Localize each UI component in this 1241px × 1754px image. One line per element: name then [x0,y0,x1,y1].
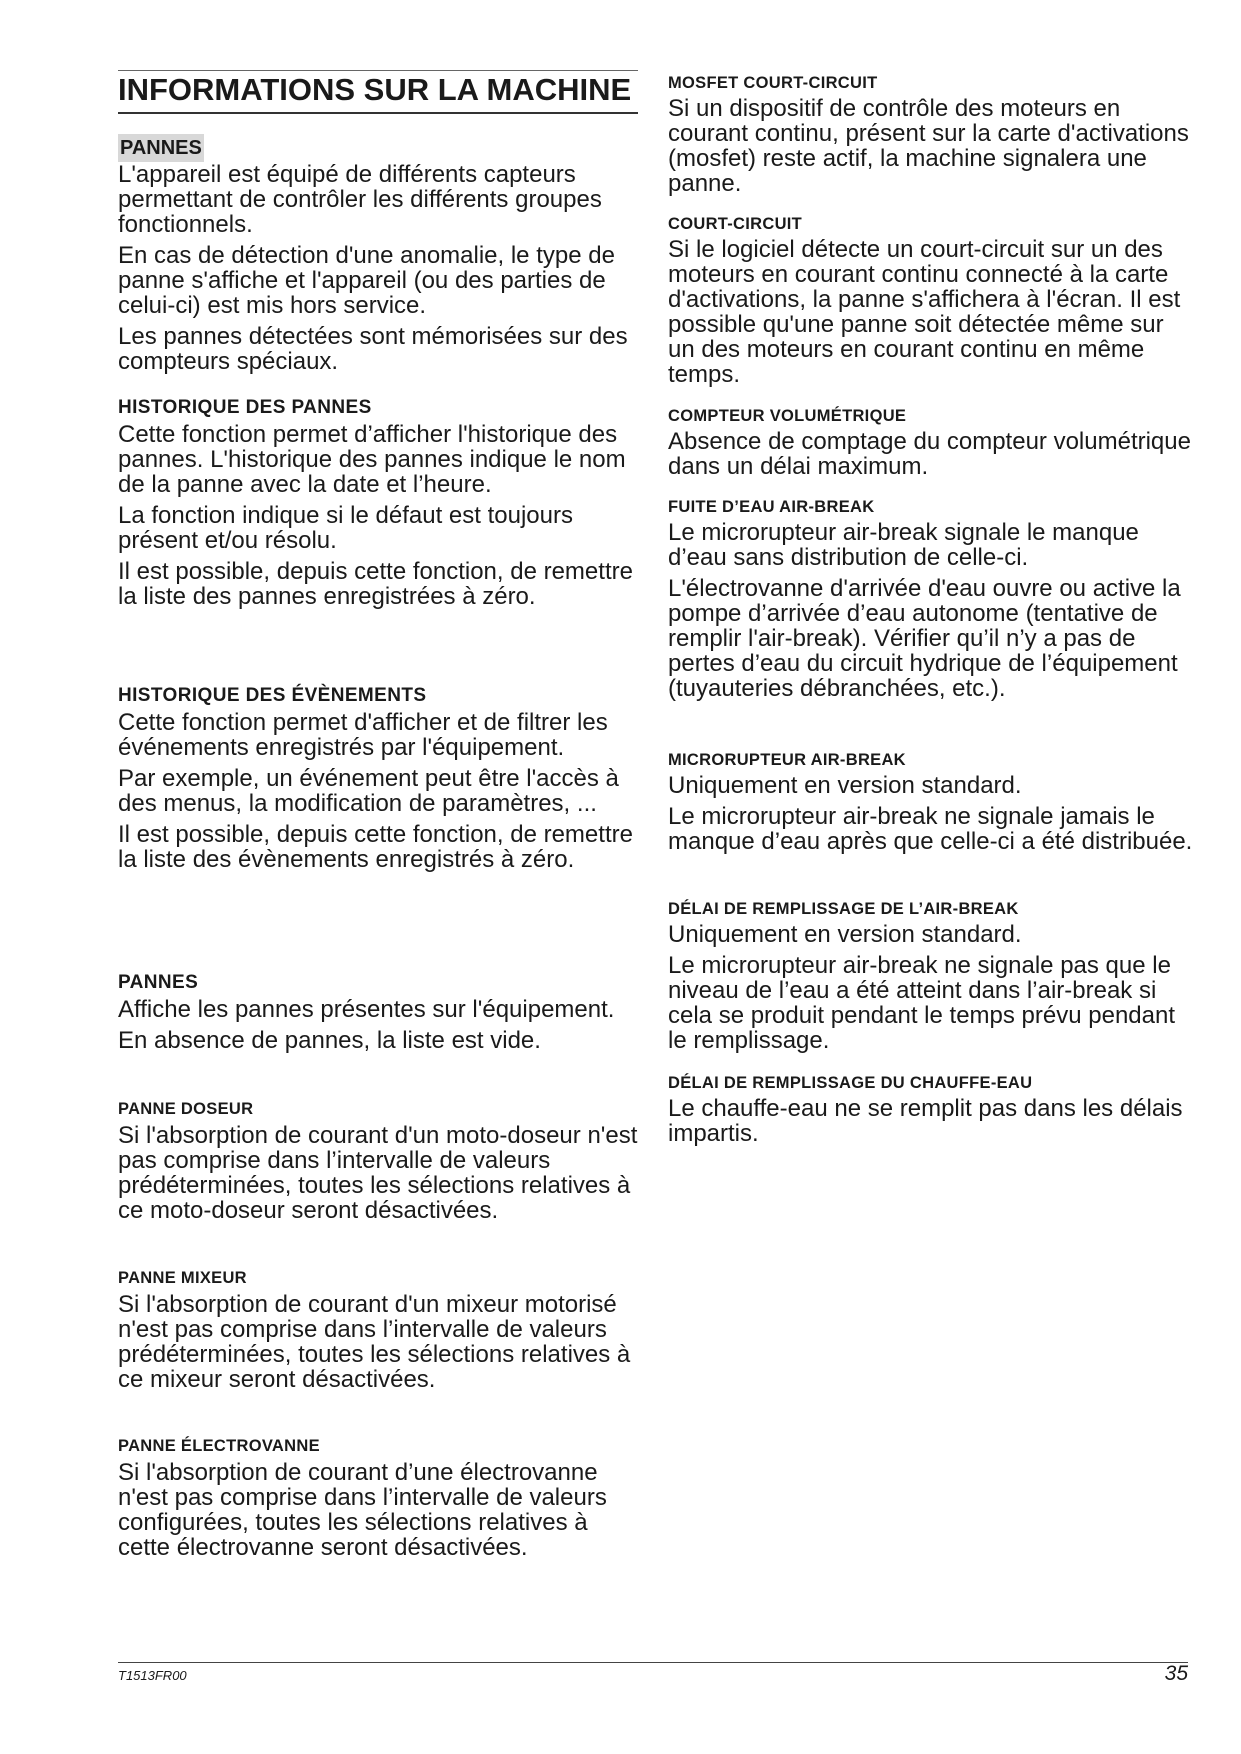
subsection-text: Le microrupteur air-break signale le manque d’eau sans distribution de celle-ci. [668,519,1139,571]
microrupteur-section [668,749,1193,860]
subsection-heading: DÉLAI DE REMPLISSAGE DE L’AIR-BREAK [668,900,1019,918]
subsection-heading: PANNE ÉLECTROVANNE [118,1437,320,1455]
subsection-heading: FUITE D’EAU AIR-BREAK [668,498,875,516]
subsection-heading: MOSFET COURT-CIRCUIT [668,74,878,92]
subsection-text: Absence de comptage du compteur volumétrique dans un délai maximum. [668,428,1191,480]
subsection-text: Le chauffe-eau ne se remplit pas dans les délais impartis. [668,1095,1183,1147]
section-heading: HISTORIQUE DES PANNES [118,397,372,418]
section-paragraph: Cette fonction permet d'afficher et de filtrer les événements enregistrés par l'équipement. [118,709,608,761]
panne-electrovanne-section [118,1435,638,1566]
subsection-text: L'électrovanne d'arrivée d'eau ouvre ou active la pompe d’arrivée d’eau autonome (tentative de remplir l'air-break). Vérifier qu’il n’y a pas de pertes d’eau du circuit hydrique de l’équipement (tuyauteries débranchées, etc.). [668,575,1181,702]
title-top-rule [118,70,638,71]
subsection-text: Le microrupteur air-break ne signale pas que le niveau de l’eau a été atteint dans l’air-break si cela se produit pendant le temps prévu pendant le remplissage. [668,952,1176,1054]
section-paragraph: Par exemple, un événement peut être l'accès à des menus, la modification de paramètres, ... [118,765,619,817]
mosfet-section [668,72,1193,202]
subsection-heading: DÉLAI DE REMPLISSAGE DU CHAUFFE-EAU [668,1074,1033,1092]
subsection-text: Si l'absorption de courant d'un mixeur motorisé n'est pas comprise dans l’intervalle de valeurs prédéterminées, toutes les sélections relatives à ce mixeur seront désactivées. [118,1291,631,1393]
page-number: 35 [1164,1662,1188,1685]
intro-paragraph: Les pannes détectées sont mémorisées sur des compteurs spéciaux. [118,323,628,375]
subsection-heading: COMPTEUR VOLUMÉTRIQUE [668,407,907,425]
intro-paragraph: En cas de détection d'une anomalie, le type de panne s'affiche et l'appareil (ou des parties de celui-ci) est mis hors service. [118,242,615,319]
section-paragraph: Il est possible, depuis cette fonction, de remettre la liste des pannes enregistrées à zéro. [118,558,633,610]
pannes-section-tag: PANNES [118,134,204,162]
page-title: INFORMATIONS SUR LA MACHINE [118,72,632,107]
section-paragraph: Il est possible, depuis cette fonction, de remettre la liste des évènements enregistrés à zéro. [118,821,633,873]
intro-paragraph: L'appareil est équipé de différents capteurs permettant de contrôler les différents groupes fonctionnels. [118,161,602,238]
subsection-text: Si un dispositif de contrôle des moteurs en courant continu, présent sur la carte d'activations (mosfet) reste actif, la machine signalera une panne. [668,95,1189,197]
historique-pannes-section [118,396,638,615]
subsection-heading: MICRORUPTEUR AIR-BREAK [668,751,906,769]
panne-doseur-section [118,1098,638,1229]
fuite-section [668,496,1193,707]
section-paragraph: La fonction indique si le défaut est toujours présent et/ou résolu. [118,502,573,554]
subsection-text: Si l'absorption de courant d'un moto-doseur n'est pas comprise dans l’intervalle de valeurs prédéterminées, toutes les sélections relatives à ce moto-doseur seront désactivées. [118,1122,638,1224]
subsection-text: Si l'absorption de courant d’une électrovanne n'est pas comprise dans l’intervalle de valeurs configurées, toutes les sélections relatives à cette électrovanne seront désactivées. [118,1459,607,1561]
compteur-section [668,405,1193,485]
subsection-heading: COURT-CIRCUIT [668,215,803,233]
document-code: T1513FR00 [118,1668,187,1683]
delai-chauffe-section [668,1072,1193,1152]
section-paragraph: Cette fonction permet d’afficher l'historique des pannes. L'historique des pannes indique le nom de la panne avec la date et l’heure. [118,421,626,498]
subsection-heading: PANNE DOSEUR [118,1100,254,1118]
section-heading: HISTORIQUE DES ÉVÈNEMENTS [118,685,427,706]
subsection-text: Uniquement en version standard. [668,772,1022,799]
intro-block [118,162,638,380]
delai-airbreak-section [668,898,1193,1059]
title-underline [118,112,638,114]
section-paragraph: En absence de pannes, la liste est vide. [118,1027,541,1054]
subsection-heading: PANNE MIXEUR [118,1269,247,1287]
historique-evenements-section [118,684,638,878]
subsection-text: Si le logiciel détecte un court-circuit sur un des moteurs en courant continu connecté à la carte d'activations, la panne s'affichera à l'écran. Il est possible qu'une panne soit détectée même sur un des moteurs en courant continu en même temps. [668,236,1181,388]
pannes-section [118,971,638,1059]
section-paragraph: Affiche les pannes présentes sur l'équipement. [118,996,615,1023]
footer-rule [118,1662,1188,1663]
section-heading: PANNES [118,972,199,993]
subsection-text: Le microrupteur air-break ne signale jamais le manque d’eau après que celle-ci a été distribuée. [668,803,1193,855]
subsection-text: Uniquement en version standard. [668,921,1022,948]
panne-mixeur-section [118,1267,638,1398]
court-circuit-section [668,213,1193,393]
